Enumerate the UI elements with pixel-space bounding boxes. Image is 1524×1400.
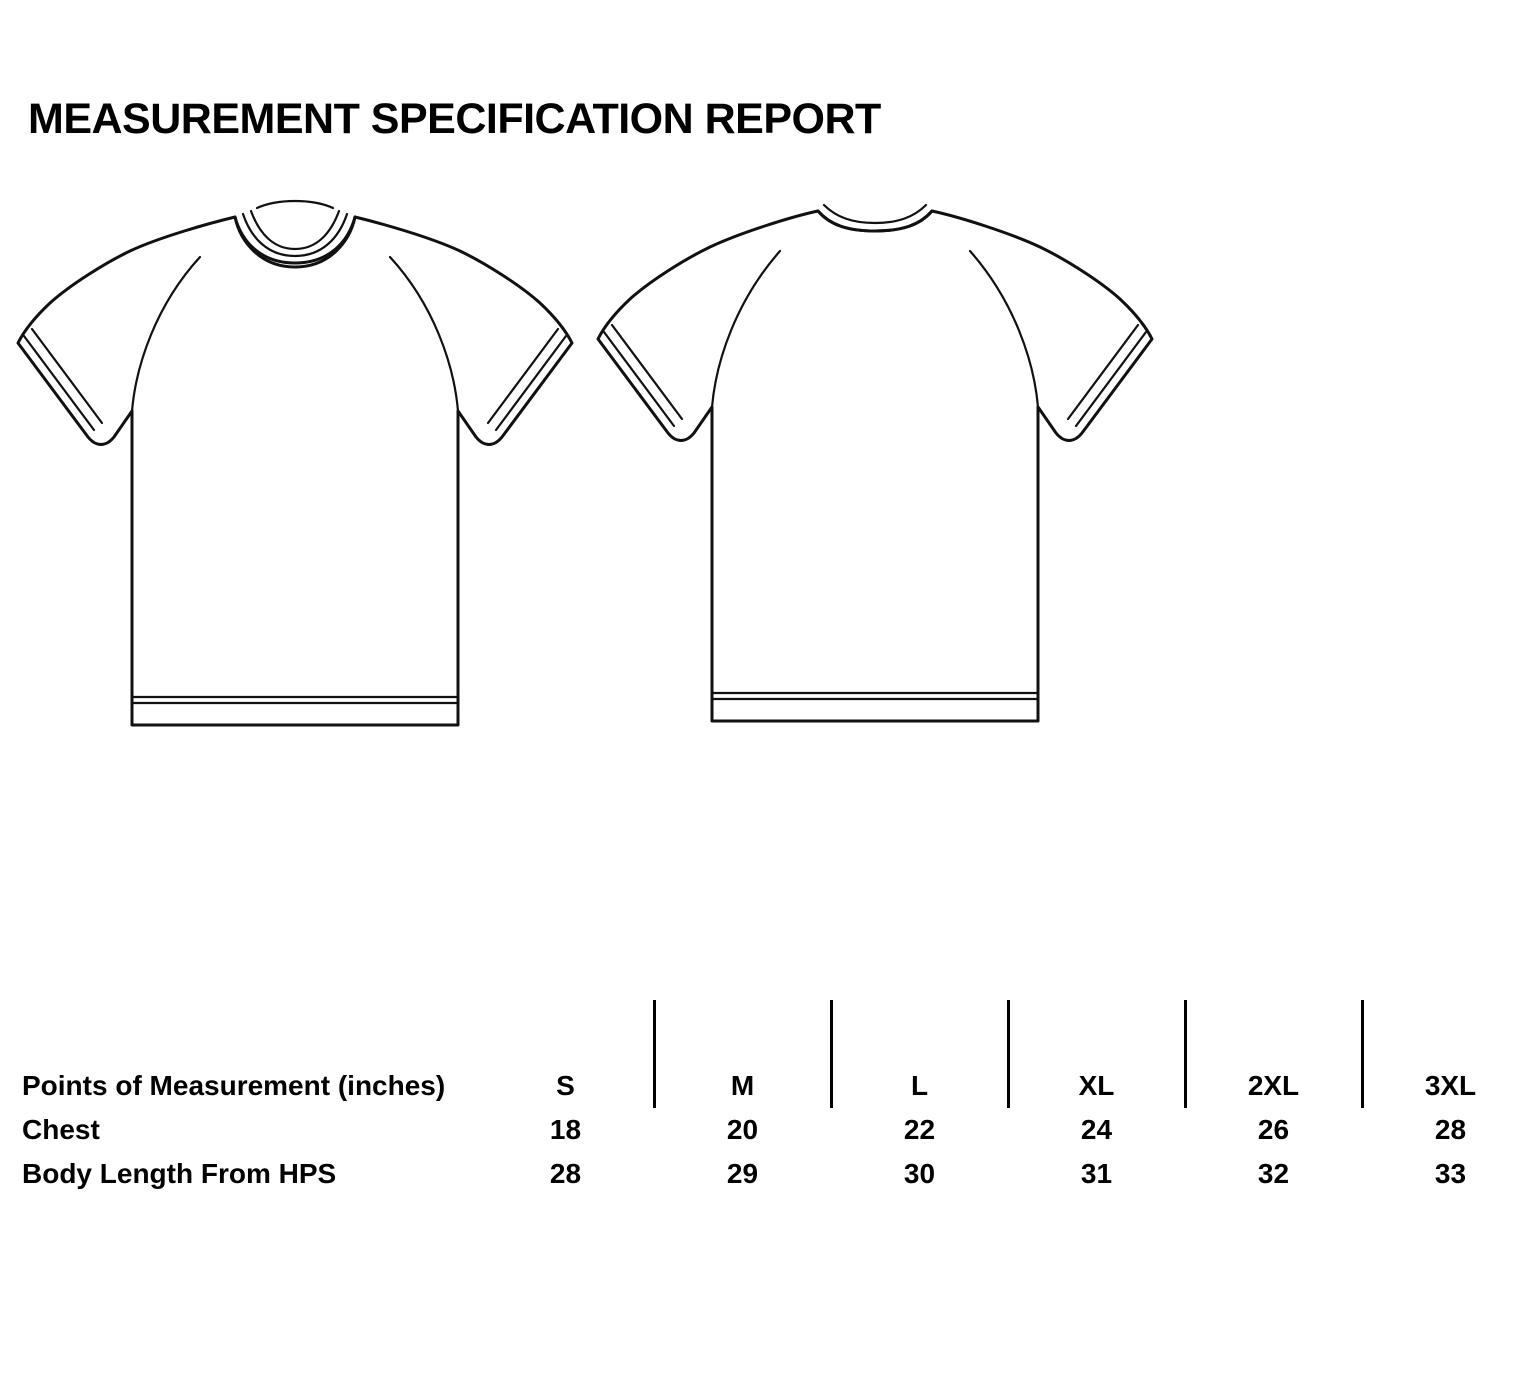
table-row: [22, 1152, 1524, 1196]
cell-chest-2xl: 26: [1257, 1114, 1290, 1145]
column-divider: [1170, 1000, 1200, 1108]
column-divider: [1170, 1108, 1200, 1152]
column-divider: [1170, 1152, 1200, 1196]
cell-body-length-xl: 31: [1080, 1158, 1113, 1189]
column-divider: [993, 1152, 1023, 1196]
table-row: [22, 1108, 1524, 1152]
t-shirt-front-technical-drawing: [10, 185, 580, 745]
column-divider: [1347, 1152, 1377, 1196]
column-divider: [639, 1152, 669, 1196]
column-divider: [816, 1152, 846, 1196]
cell-chest-m: 20: [726, 1114, 759, 1145]
column-divider: [993, 1000, 1023, 1108]
cell-chest-s: 18: [549, 1114, 582, 1145]
column-divider: [816, 1108, 846, 1152]
column-divider: [993, 1108, 1023, 1152]
size-header-m: M: [730, 1070, 755, 1101]
cell-body-length-3xl: 33: [1434, 1158, 1467, 1189]
table-header-label: Points of Measurement (inches): [22, 1070, 446, 1101]
column-divider: [816, 1000, 846, 1108]
column-divider: [639, 1000, 669, 1108]
size-header-3xl: 3XL: [1424, 1070, 1477, 1101]
column-divider: [639, 1108, 669, 1152]
size-header-l: L: [910, 1070, 929, 1101]
measurement-table: [22, 1000, 1477, 1196]
row-label-body-length: Body Length From HPS: [22, 1158, 337, 1189]
cell-body-length-l: 30: [903, 1158, 936, 1189]
table-header-row: [22, 1000, 1524, 1108]
cell-chest-3xl: 28: [1434, 1114, 1467, 1145]
garment-illustrations: [0, 185, 1400, 765]
page-title: MEASUREMENT SPECIFICATION REPORT: [28, 95, 881, 143]
size-header-2xl: 2XL: [1247, 1070, 1300, 1101]
row-label-chest: Chest: [22, 1114, 100, 1145]
size-header-xl: XL: [1078, 1070, 1115, 1101]
cell-chest-l: 22: [903, 1114, 936, 1145]
size-header-s: S: [556, 1070, 575, 1101]
column-divider: [1347, 1000, 1377, 1108]
cell-body-length-m: 29: [726, 1158, 759, 1189]
size-chart-table: [22, 1000, 1524, 1196]
column-divider: [1347, 1108, 1377, 1152]
t-shirt-back-technical-drawing: [590, 185, 1160, 745]
cell-chest-xl: 24: [1080, 1114, 1113, 1145]
cell-body-length-s: 28: [549, 1158, 582, 1189]
cell-body-length-2xl: 32: [1257, 1158, 1290, 1189]
